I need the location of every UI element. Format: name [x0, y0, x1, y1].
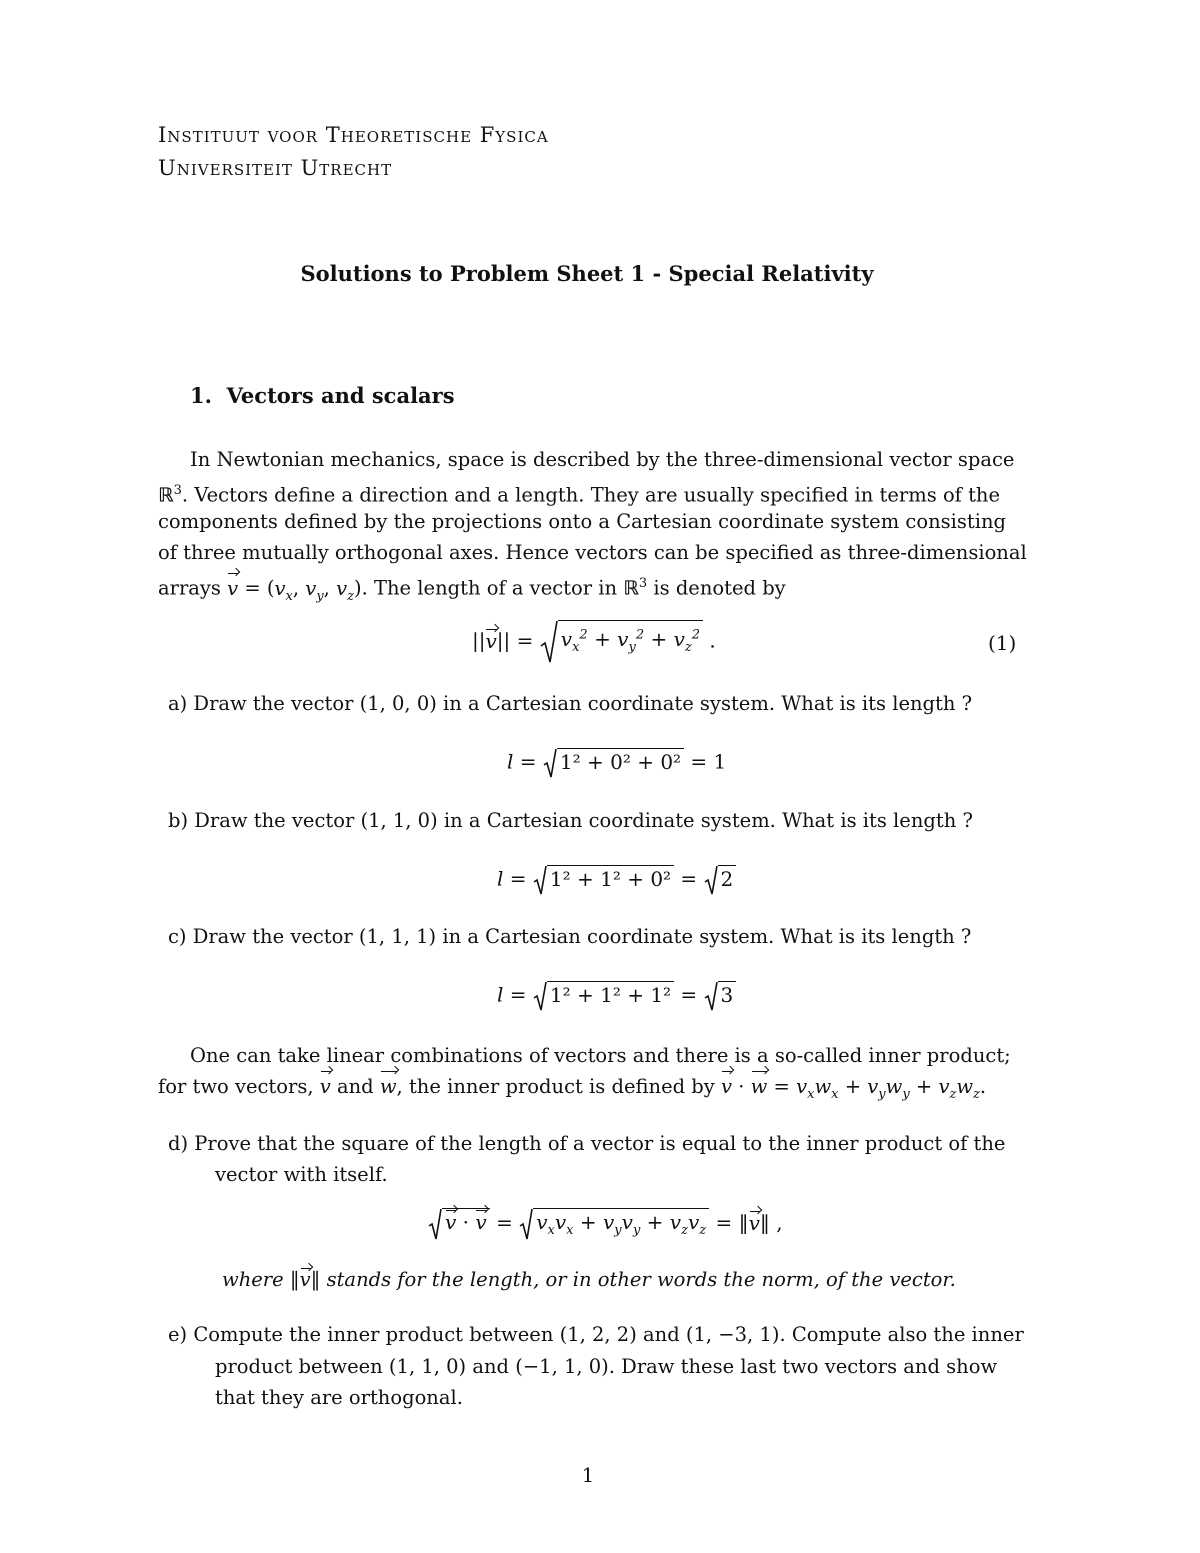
section-heading	[190, 383, 455, 408]
question-a: a) Draw the vector (1, 0, 0) in a Cartesian coordinate system. What is its length ?	[168, 692, 973, 715]
answer-d: v · v = $v_xv_x + v_yv_y + v_zv_z$ = ‖v‖ ,	[428, 1208, 783, 1240]
norm-note: where ‖v‖ stands for the length, or in other words the norm, of the vector.	[222, 1268, 956, 1291]
question-b: b) Draw the vector (1, 1, 0) in a Cartesian coordinate system. What is its length ?	[168, 809, 973, 832]
question-e-line-1: e) Compute the inner product between (1, 2, 2) and (1, −3, 1). Compute also the inner	[168, 1323, 1024, 1346]
intro-line-4: of three mutually orthogonal axes. Hence vectors can be specified as three-dimensional	[158, 541, 1027, 564]
page-number: 1	[581, 1464, 595, 1487]
inner-product-line-2: for two vectors, v and w, the inner product is defined by $v \cdot w = v_xw_x + v_yw_y + v_zw_z$.	[158, 1071, 986, 1110]
university-name: Universiteit Utrecht	[158, 156, 393, 180]
question-c: c) Draw the vector (1, 1, 1) in a Cartesian coordinate system. What is its length ?	[168, 925, 972, 948]
section-name: Vectors and scalars	[226, 383, 455, 408]
equation-1-number: (1)	[988, 631, 1017, 655]
intro-line-5: arrays $v = (v_x$, $v_y$, $v_z$). The length of a vector in ℝ$^3$ is denoted by	[158, 568, 786, 611]
question-e-line-2: product between (1, 1, 0) and (−1, 1, 0). Draw these last two vectors and show	[215, 1355, 998, 1378]
intro-line-1: In Newtonian mechanics, space is described by the three-dimensional vector space	[190, 448, 1015, 471]
page-title: Solutions to Problem Sheet 1 - Special Relativity	[300, 261, 874, 286]
question-d-line-2: vector with itself.	[215, 1163, 388, 1186]
intro-line-2: ℝ$^3$. Vectors define a direction and a length. They are usually specified in terms of the	[158, 483, 1001, 507]
question-d-line-1: d) Prove that the square of the length of a vector is equal to the inner product of the	[168, 1132, 1006, 1155]
answer-c: l = 1² + 1² + 1² = 3	[497, 981, 736, 1011]
inner-product-line-1: One can take linear combinations of vectors and there is a so-called inner product;	[190, 1044, 1011, 1067]
intro-line-3: components defined by the projections onto a Cartesian coordinate system consisting	[158, 510, 1006, 533]
answer-b: l = 1² + 1² + 0² = 2	[497, 865, 736, 895]
equation-1: ||v|| = $v_x^2 + v_y^2 + v_z^2$ .	[472, 620, 716, 664]
answer-a: l = 1² + 0² + 0² = 1	[507, 748, 726, 778]
section-number: 1.	[190, 383, 212, 408]
institute-name: Instituut voor Theoretische Fysica	[158, 123, 549, 147]
question-e-line-3: that they are orthogonal.	[215, 1386, 463, 1409]
